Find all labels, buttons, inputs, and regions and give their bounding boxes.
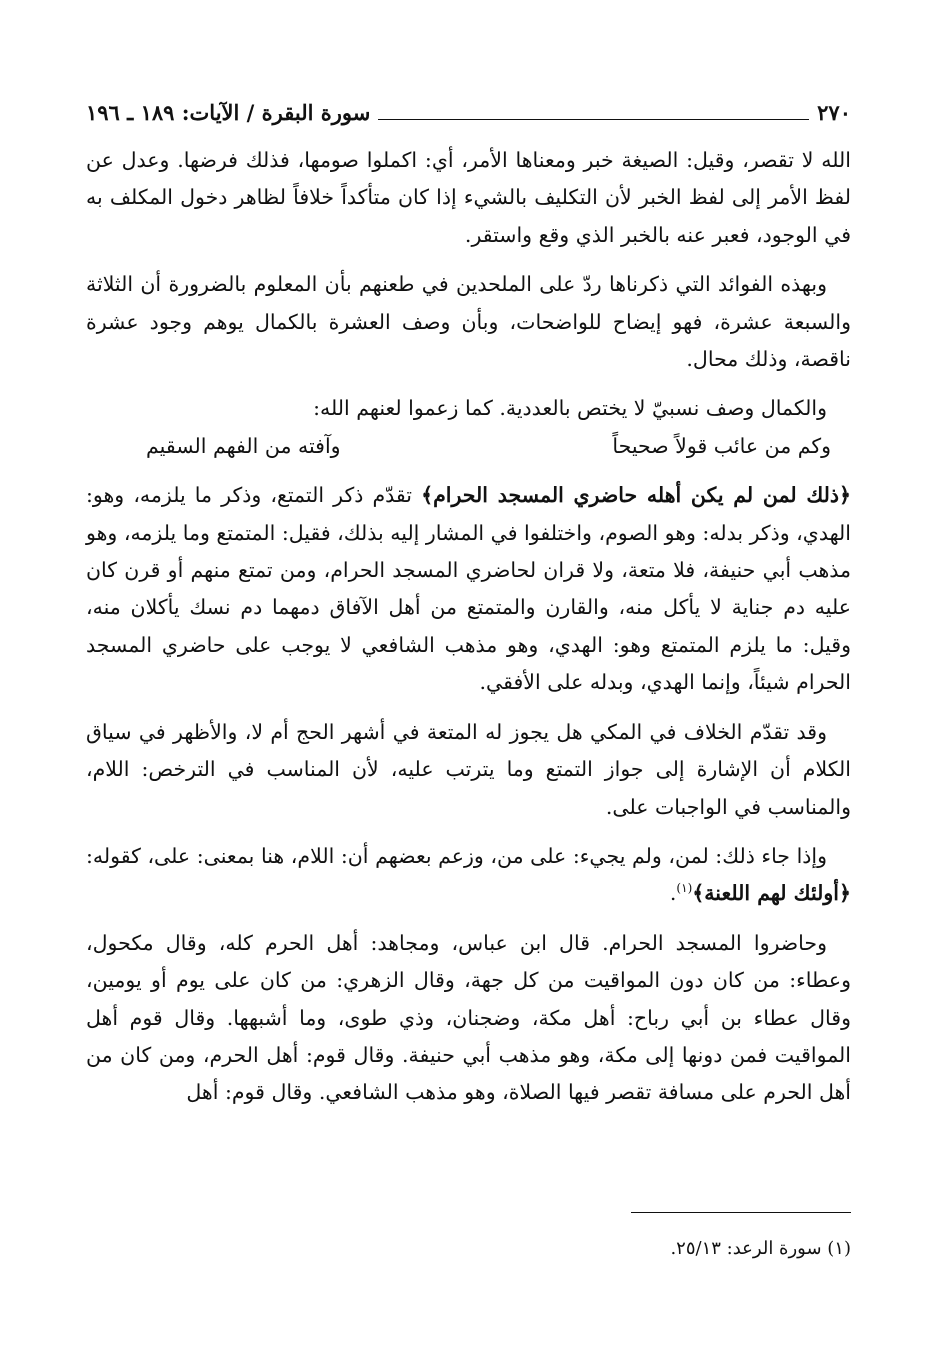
poetry-verse [86,428,851,465]
paragraph: وبهذه الفوائد التي ذكرناها ردّ على الملحدين في طعنهم بأن المعلوم بالضرورة أن الثلاثة والسبعة عشرة، فهو إيضاح للواضحات، وبأن وصف العشرة بالكمال يوهم وجود عشرة ناقصة، وذلك محال. [86,272,851,372]
quran-quote: ﴿أولئك لهم اللعنة﴾ [692,881,851,906]
paragraph-text: تقدّم ذكر التمتع، وذكر ما يلزمه، وهو: الهدي، وذكر بدله: وهو الصوم، واختلفوا في المشار إليه بذلك، فقيل: المتمتع وما يلزمه، وهو مذهب أبي حنيفة، فلا متعة، ولا قران لحاضري المسجد الحرام، ومن تمتع منهم أو قرن كان عليه دم جناية لا يأكل منه، والقارن والمتمتع من أهل الآفاق دمهما دم نسك يأكلان منه، وقيل: ما يلزم المتمتع وهو: الهدي، وهو مذهب الشافعي لا يوجب على حاضري المسجد الحرام شيئاً، وإنما الهدي، وبدله على الأفقي. [86,483,851,695]
page-header [86,88,851,128]
paragraph [86,477,851,701]
paragraph: وحاضروا المسجد الحرام. قال ابن عباس، ومجاهد: أهل الحرم كله، وقال مكحول، وعطاء: من كان دون المواقيت من كل جهة، وقال الزهري: من كان على يوم أو يومين، وقال عطاء بن أبي رباح: أهل مكة، وضجنان، وذي طوى، وما أشبهها. وقال قوم أهل المواقيت فمن دونها إلى مكة، وهو مذهب أبي حنيفة. وقال قوم: أهل الحرم، ومن كان من أهل الحرم على مسافة تقصر فيها الصلاة، وهو مذهب الشافعي. وقال قوم: أهل [86,930,851,1105]
quran-quote: ﴿ذلك لمن لم يكن أهله حاضري المسجد الحرام﴾ [421,483,851,508]
paragraph: الله لا تقصر، وقيل: الصيغة خبر ومعناها الأمر، أي: اكملوا صومها، فذلك فرضها. وعدل عن لفظ الأمر إلى لفظ الخبر لأن التكليف بالشيء إذا كان متأكداً خلافاً لظاهر دخول المكلف به في الوجود، فعبر عنه بالخبر الذي وقع واستقر. [86,148,851,247]
running-title: سورة البقرة / الآيات: ١٨٩ ـ ١٩٦ [86,100,371,125]
verse-first-hemistich: وكم من عائب قولاً صحيحاً [612,433,831,458]
header-rule [378,119,809,120]
footnote-rule [631,1212,851,1213]
main-text [86,142,851,1124]
verse-second-hemistich: وآفته من الفهم السقيم [146,433,341,458]
paragraph-end: . [669,881,677,906]
paragraph: وقد تقدّم الخلاف في المكي هل يجوز له المتعة في أشهر الحج أم لا، والأظهر في سياق الكلام أن الإشارة إلى جواز التمتع وما يترتب عليه، لأن المناسب في الترخص: اللام، والمناسب في الواجبات على. [86,719,851,819]
footnote: (١) سورة الرعد: ٢٥/١٣. [670,1238,851,1259]
paragraph: والكمال وصف نسبيّ لا يختص بالعددية. كما زعموا لعنهم الله: [313,396,827,421]
paragraph-text: وإذا جاء ذلك: لمن، ولم يجيء: على من، وزعم بعضهم أن: اللام، هنا بمعنى: على، كقوله: [86,843,827,868]
page-number: ٢٧٠ [817,100,851,125]
footnote-reference[interactable]: (١) [676,881,693,896]
paragraph [86,838,851,913]
